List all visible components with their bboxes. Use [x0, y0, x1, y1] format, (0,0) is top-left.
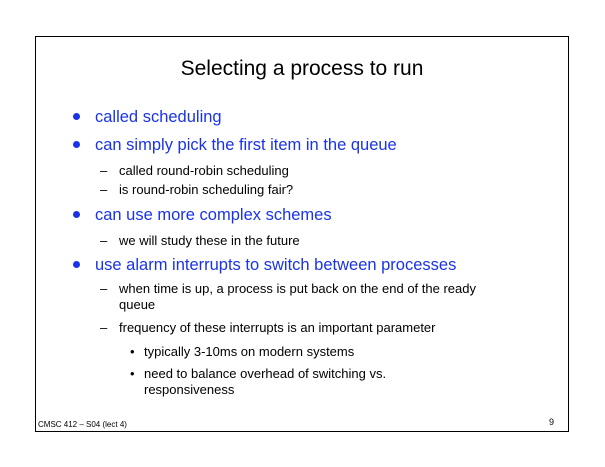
- small-bullet-icon: •: [130, 344, 135, 359]
- slide-frame: [35, 36, 569, 432]
- sub-item-text: frequency of these interrupts is an important parameter: [119, 320, 436, 335]
- sub-item-text: called round-robin scheduling: [119, 163, 289, 178]
- sub-sub-item: [130, 344, 355, 360]
- page-number: 9: [548, 417, 554, 427]
- bullet-item: [95, 256, 456, 275]
- sub-item: [100, 182, 294, 198]
- dash-icon: –: [100, 182, 108, 197]
- dash-icon: –: [100, 163, 108, 178]
- sub-item: [100, 163, 289, 179]
- small-bullet-icon: •: [130, 366, 135, 381]
- dash-icon: –: [100, 320, 108, 335]
- bullet-dot-icon: [73, 113, 80, 120]
- bullet-dot-icon: [73, 211, 80, 218]
- dash-icon: –: [100, 233, 108, 248]
- sub-item-text: we will study these in the future: [119, 233, 300, 248]
- footer-course-label: CMSC 412 – S04 (lect 4): [38, 420, 127, 429]
- bullet-text: can simply pick the first item in the queue: [95, 136, 397, 154]
- bullet-item: [95, 108, 222, 127]
- bullet-text: called scheduling: [95, 108, 222, 126]
- sub-item: [100, 281, 511, 313]
- dash-icon: –: [100, 281, 108, 296]
- sub-sub-item: [130, 366, 444, 398]
- sub-item-text: when time is up, a process is put back on the end of the ready queue: [119, 281, 476, 312]
- slide-title: Selecting a process to run: [180, 57, 424, 80]
- bullet-dot-icon: [73, 141, 80, 148]
- bullet-item: [95, 206, 332, 225]
- bullet-item: [95, 136, 397, 155]
- bullet-dot-icon: [73, 261, 80, 268]
- sub-item: [100, 320, 436, 336]
- sub-sub-item-text: typically 3-10ms on modern systems: [144, 344, 355, 359]
- sub-item: [100, 233, 300, 249]
- bullet-text: can use more complex schemes: [95, 206, 332, 224]
- sub-sub-item-text: need to balance overhead of switching vs. responsiveness: [144, 366, 387, 397]
- bullet-text: use alarm interrupts to switch between processes: [95, 256, 457, 274]
- sub-item-text: is round-robin scheduling fair?: [119, 182, 294, 197]
